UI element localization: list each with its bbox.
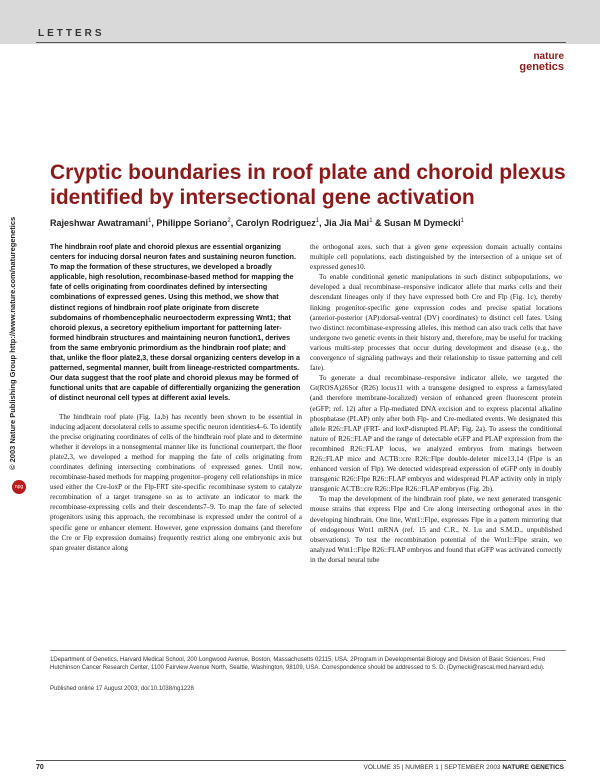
affiliation-footnote: 1Department of Genetics, Harvard Medical School, 200 Longwood Avenue, Boston, Massachusetts 02115, USA. 2Program in Developmental Biology and Division of Basic Sciences, Fred Hutchinson Cancer Research Center, 1100 Fairview Avenue North, Seattle, Washington, 98109, USA. Correspondence should be addressed to S. D. (Dymecki@rascal.med.harvard.edu). bbox=[50, 657, 546, 671]
logo-line-2: genetics bbox=[519, 61, 564, 73]
author-affiliation: 1 bbox=[460, 218, 464, 224]
npg-badge: npg bbox=[12, 480, 26, 494]
body-paragraph: To enable conditional genetic manipulations in such distinct subpopulations, we developed a dual recombinase–responsive indicator allele that marks cells and their descendant lineages only if they have expressed both Cre and Flp (Fig. 1c), thereby linking progenitor-specific gene expression codes and precise spatial locations (anterior-posterior (AP):dorsal-ventral (DV) coordinates) to distinct cell fates. Using two distinct recombinase-expressing alleles, this method can also track cells that have undergone two genetic events in their history and, therefore, may be useful for tracking various multi-step processes that occur during development and disease (e.g., the convergence of signaling pathways and their relationship to tissue patterning and cell fate). bbox=[310, 273, 562, 373]
author-name: Carolyn Rodriguez bbox=[235, 218, 316, 228]
author-name: Rajeshwar Awatramani bbox=[50, 218, 149, 228]
body-paragraph: the orthogonal axes, such that a given gene expression domain actually contains multiple cell populations, each distinguished by the intersection of a unique set of expressed genes10. bbox=[310, 243, 562, 272]
author-name: Susan M Dymecki bbox=[384, 218, 461, 228]
body-paragraph: To map the development of the hindbrain roof plate, we next generated transgenic mouse strains that express Flpe and Cre along intersecting orthogonal axes in the developing hindbrain. One line, Wnt1::Flpe, expresses Flpe in a pattern mirroring that of endogenous Wnt1 mRNA (ref. 15 and C.R., N. Lu and S.M.D., unpublished observations). To test the recombination potential of the Wnt1::Flpe strain, we analyzed Wnt1::Flpe R26::FLAP embryos and found that eGFP was activated correctly in the dorsal neural tube bbox=[310, 495, 562, 564]
author-affiliation: 1 bbox=[148, 218, 152, 224]
body-paragraph: The hindbrain roof plate (Fig. 1a,b) has recently been shown to be essential in inducing adjacent dorsolateral cells to assume specific neuron identities4–6. To identify the precise originating coordinates of cells of the hindbrain roof plate and to determine whether it develops in a nonsegmental manner like its functional counterpart, the floor plate2,3, we developed a method for mapping the fate of cells originating from coordinates defining intersecting combinations of expressed genes. Until now, recombinase-based methods for mapping progenitor–progeny cell relationships in mice used either the Cre-loxP or the Flp-FRT site-specific recombinase system to catalyze recombination of a target transgene so as to activate an indicator to mark the recombinase-expressing cells and their descendents7–9. To map the fate of selected progenitors using this approach, the recombinase is expressed under the control of a specific gene or enhancer element. However, gene expression domains (and therefore the Cre or Flp expression domains) frequently restrict along one embryonic axis but span greater distance along bbox=[50, 412, 302, 552]
issue-info bbox=[364, 764, 564, 771]
left-column bbox=[50, 242, 302, 553]
right-column bbox=[310, 242, 562, 565]
header-divider bbox=[36, 42, 566, 43]
article-title: Cryptic boundaries in roof plate and choroid plexus identified by intersectional gene activation bbox=[50, 161, 566, 209]
body-paragraph: To generate a dual recombinase–responsive indicator allele, we targeted the Gt(ROSA)26Sor (R26) locus11 with a transgene designed to express a farnesylated (and therefore membrane-localized) version of enhanced green fluorescent protein (eGFP; ref. 12) after a Flp-mediated DNA excision and to express placental alkaline phosphatase (PLAP) only after both Flp- and Cre-mediated events. We designated this allele R26::FLAP (FRT- and loxP-disrupted PLAP; Fig. 2a). To assess the conditional nature of R26::FLAP and the range of detectable eGFP and PLAP expression from the recombined R26::FLAP locus, we analyzed embryos from matings between R26::FLAP mice and ACTB::cre R26::Flpe double-deleter mice13,14 (Flpe is an enhanced version of Flp). We detected widespread expression of eGFP only in doubly transgenic R26::Flpe R26::FLAP embryos and widespread PLAP activity only in triply transgenic ACTB::cre R26::Flpe R26::FLAP embryos (Fig. 2b). bbox=[310, 374, 562, 494]
issue-volume: VOLUME 35 | NUMBER 1 | SEPTEMBER 2003 bbox=[363, 764, 503, 771]
section-label: LETTERS bbox=[38, 28, 105, 39]
copyright-notice: © 2003 Nature Publishing Group http://www.nature.com/naturegenetics bbox=[8, 216, 17, 470]
author-name: Jia Jia Mai bbox=[324, 218, 370, 228]
publication-info: Published online 17 August 2003; doi:10.1038/ng1228 bbox=[50, 686, 194, 692]
author-list: Rajeshwar Awatramani$^1$, Philippe Soriano$^2$, Carolyn Rodriguez$^1$, Jia Jia Mai$^1$ & Susan M Dymecki$^1$ bbox=[50, 218, 464, 228]
author-affiliation: 1 bbox=[369, 218, 373, 224]
logo-line-1: nature bbox=[533, 51, 564, 62]
journal-name: NATURE GENETICS bbox=[502, 764, 564, 771]
journal-logo bbox=[519, 52, 564, 72]
abstract: The hindbrain roof plate and choroid plexus are essential organizing centers for inducing dorsal neuron fates and sustaining neuron function. To map the formation of these structures, we developed a broadly applicable, high resolution, recombinase-based method for mapping the fate of cells originating from coordinates defined by intersecting combinations of expressed genes. Using this method, we show that distinct regions of hindbrain roof plate originate from discrete subdomains of rhombencephalic neuroectoderm expressing Wnt1; that choroid plexus, a secretory epithelium important for patterning later-formed hindbrain structures and maintaining neuron function1, derives from the same embryonic primordium as the hindbrain roof plate; and that, unlike the floor plate2,3, these dorsal organizing centers develop in a patterned, segmental manner, built from lineage-restricted compartments. Our data suggest that the roof plate and choroid plexus may be formed of functional units that are capable of differentially organizing the generation of distinct neuronal cell types at different axial levels. bbox=[50, 243, 301, 403]
author-name: Philippe Soriano bbox=[156, 218, 228, 228]
author-affiliation: 2 bbox=[227, 218, 231, 224]
page-number: 70 bbox=[36, 764, 44, 771]
footnote-divider bbox=[50, 650, 566, 651]
footer-divider bbox=[36, 760, 566, 761]
author-affiliation: 1 bbox=[315, 218, 320, 224]
